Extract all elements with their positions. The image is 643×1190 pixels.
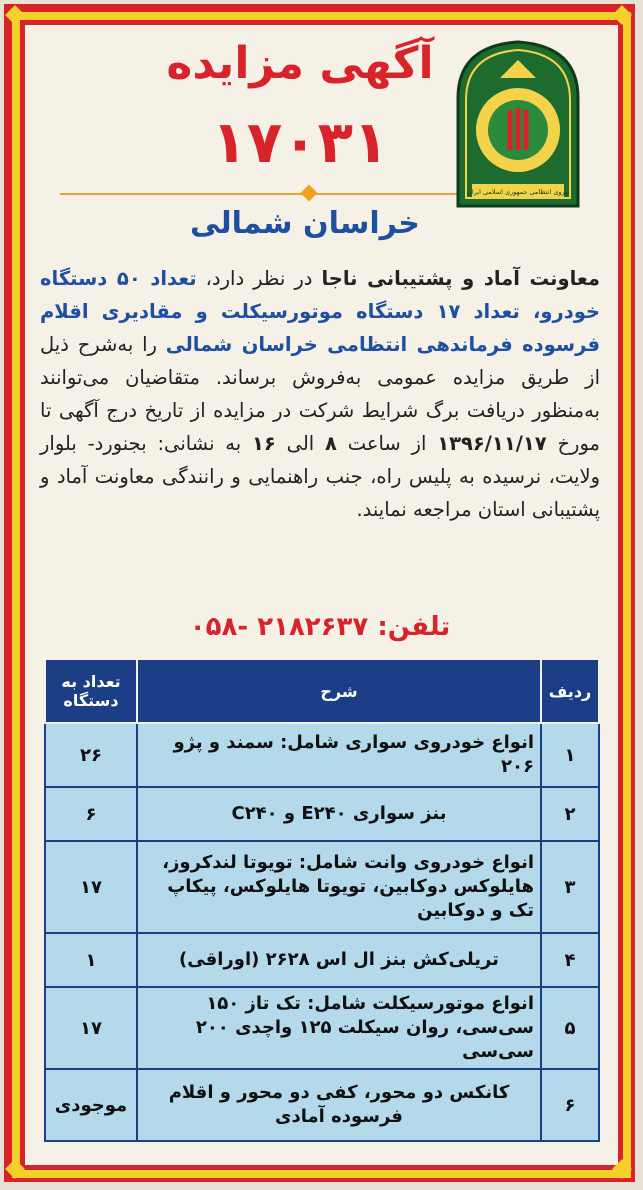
header-desc: شرح — [137, 659, 541, 723]
table-row: ۶ کانکس دو محور، کفی دو محور و اقلام فرسوده آمادی موجودی — [45, 1069, 599, 1141]
body-text-1: در نظر دارد، — [196, 267, 322, 290]
table-row: ۴ تریلی‌کش بنز ال اس ۲۶۲۸ (اوراقی) ۱ — [45, 933, 599, 987]
table-header — [45, 659, 599, 723]
body-text-2: را به‌شرح ذیل از طریق مزایده عمومی به‌فروش برساند. متقاضیان می‌توانند به‌منظور دریافت برگ شرایط شرکت در مزایده از تاریخ درج آگهی تا مورخ — [40, 333, 600, 455]
police-emblem-icon — [448, 38, 588, 208]
phone-number: تلفن: ۲۱۸۲۶۳۷ -۰۵۸ — [189, 612, 451, 642]
table-row: ۱ انواع خودروی سواری شامل: سمند و پژو ۲۰۶ ۲۶ — [45, 723, 599, 787]
ad-number: ۱۷۰۳۱ — [211, 108, 389, 176]
ad-body — [40, 262, 600, 526]
header-count: تعداد به دستگاه — [45, 659, 137, 723]
table-row: ۵ انواع موتورسیکلت شامل: تک تاز ۱۵۰ سی‌سی، روان سیکلت ۱۲۵ واچدی ۲۰۰ سی‌سی ۱۷ — [45, 987, 599, 1069]
table-row: ۳ انواع خودروی وانت شامل: تویوتا لندکروز، هایلوکس دوکابین، تویوتا هایلوکس، پیکاپ تک و دوکابین ۱۷ — [45, 841, 599, 933]
items-table — [44, 658, 600, 1142]
body-hour-to: ۱۶ — [251, 432, 276, 455]
ad-title: آگهی مزایده — [166, 38, 434, 89]
body-org: معاونت آماد و پشتیبانی ناجا — [321, 267, 600, 290]
svg-text:نیروی انتظامی جمهوری اسلامی ای: نیروی انتظامی جمهوری اسلامی ایران — [467, 188, 569, 196]
body-text-4: الی — [275, 432, 325, 455]
body-text-5: به نشانی: بجنورد- بلوار ولایت، نرسیده به پلیس راه، جنب راهنمایی و رانندگی معاونت آماد و پشتیبانی استان مراجعه نمایند. — [40, 432, 600, 521]
table-row: ۲ بنز سواری E۲۴۰ و C۲۴۰ ۶ — [45, 787, 599, 841]
region-name: خراسان شمالی — [190, 206, 420, 241]
body-text-3: از ساعت — [336, 432, 438, 455]
body-date: ۱۳۹۶/۱۱/۱۷ — [437, 432, 547, 455]
header-row: ردیف — [541, 659, 599, 723]
body-hour-from: ۸ — [325, 432, 337, 455]
body-items: تعداد ۵۰ دستگاه خودرو، تعداد ۱۷ دستگاه موتورسیکلت و مقادیری اقلام فرسوده فرماندهی انتظامی خراسان شمالی — [40, 267, 600, 356]
